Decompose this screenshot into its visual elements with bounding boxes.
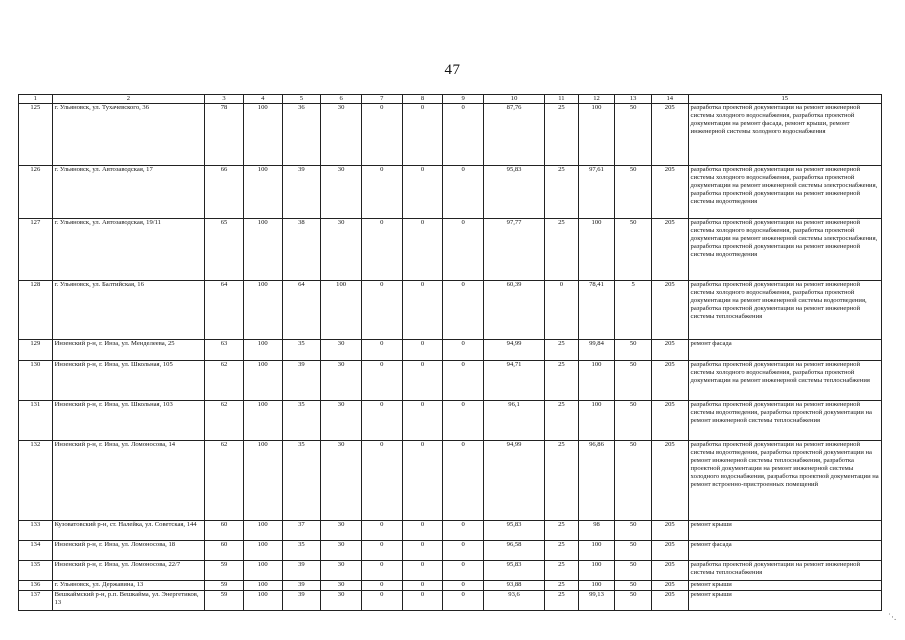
value-cell: 64 bbox=[282, 281, 321, 340]
address-cell: Инзенский р-н, г. Инза, ул. Ломоносова, 22/7 bbox=[52, 561, 205, 581]
value-cell: 37 bbox=[282, 521, 321, 541]
column-header: 10 bbox=[484, 95, 545, 104]
value-cell: 0 bbox=[545, 281, 579, 340]
work-description-cell: ремонт фасада bbox=[688, 340, 881, 361]
value-cell: 94,99 bbox=[484, 340, 545, 361]
value-cell: 0 bbox=[361, 219, 402, 281]
value-cell: 0 bbox=[443, 541, 484, 561]
value-cell: 0 bbox=[361, 361, 402, 401]
value-cell: 137 bbox=[19, 591, 53, 611]
value-cell: 129 bbox=[19, 340, 53, 361]
repair-table bbox=[18, 94, 882, 611]
value-cell: 100 bbox=[243, 521, 282, 541]
value-cell: 128 bbox=[19, 281, 53, 340]
value-cell: 100 bbox=[578, 401, 615, 441]
value-cell: 0 bbox=[443, 340, 484, 361]
value-cell: 96,58 bbox=[484, 541, 545, 561]
value-cell: 25 bbox=[545, 340, 579, 361]
value-cell: 25 bbox=[545, 561, 579, 581]
value-cell: 50 bbox=[615, 441, 652, 521]
value-cell: 136 bbox=[19, 581, 53, 591]
table-row bbox=[19, 166, 882, 219]
value-cell: 0 bbox=[443, 581, 484, 591]
value-cell: 205 bbox=[651, 104, 688, 166]
value-cell: 0 bbox=[402, 166, 443, 219]
value-cell: 30 bbox=[321, 340, 362, 361]
value-cell: 100 bbox=[243, 591, 282, 611]
value-cell: 205 bbox=[651, 581, 688, 591]
value-cell: 205 bbox=[651, 441, 688, 521]
work-description-cell: разработка проектной документации на ремонт инженерной системы холодного водоснабжения, разработка проектной документации на ремонт инженерной системы теплоснабжения bbox=[688, 361, 881, 401]
value-cell: 50 bbox=[615, 219, 652, 281]
table-row bbox=[19, 104, 882, 166]
value-cell: 100 bbox=[243, 104, 282, 166]
value-cell: 100 bbox=[243, 361, 282, 401]
value-cell: 25 bbox=[545, 361, 579, 401]
value-cell: 50 bbox=[615, 591, 652, 611]
value-cell: 0 bbox=[443, 281, 484, 340]
value-cell: 100 bbox=[578, 104, 615, 166]
value-cell: 205 bbox=[651, 166, 688, 219]
value-cell: 50 bbox=[615, 521, 652, 541]
value-cell: 35 bbox=[282, 541, 321, 561]
value-cell: 50 bbox=[615, 166, 652, 219]
column-header: 14 bbox=[651, 95, 688, 104]
value-cell: 63 bbox=[205, 340, 244, 361]
value-cell: 100 bbox=[243, 281, 282, 340]
value-cell: 0 bbox=[402, 401, 443, 441]
value-cell: 0 bbox=[402, 281, 443, 340]
value-cell: 59 bbox=[205, 581, 244, 591]
work-description-cell: разработка проектной документации на ремонт инженерной системы холодного водоснабжения, разработка проектной документации на ремонт инженерной системы водоотведения, разработка проектной документации на ремонт инженерной системы теплоснабжения bbox=[688, 281, 881, 340]
value-cell: 205 bbox=[651, 340, 688, 361]
value-cell: 205 bbox=[651, 541, 688, 561]
value-cell: 100 bbox=[578, 561, 615, 581]
value-cell: 0 bbox=[361, 166, 402, 219]
work-description-cell: ремонт крыши bbox=[688, 581, 881, 591]
value-cell: 50 bbox=[615, 401, 652, 441]
work-description-cell: ремонт фасада bbox=[688, 541, 881, 561]
value-cell: 205 bbox=[651, 401, 688, 441]
value-cell: 100 bbox=[243, 340, 282, 361]
column-header: 13 bbox=[615, 95, 652, 104]
value-cell: 132 bbox=[19, 441, 53, 521]
column-header: 5 bbox=[282, 95, 321, 104]
value-cell: 30 bbox=[321, 541, 362, 561]
column-header: 11 bbox=[545, 95, 579, 104]
address-cell: Инзенский р-н, г. Инза, ул. Школьная, 103 bbox=[52, 401, 205, 441]
value-cell: 133 bbox=[19, 521, 53, 541]
value-cell: 35 bbox=[282, 401, 321, 441]
table-row bbox=[19, 561, 882, 581]
value-cell: 66 bbox=[205, 166, 244, 219]
value-cell: 0 bbox=[402, 561, 443, 581]
value-cell: 39 bbox=[282, 361, 321, 401]
value-cell: 100 bbox=[578, 219, 615, 281]
column-header: 8 bbox=[402, 95, 443, 104]
address-cell: г. Ульяновск, ул. Тухачевского, 36 bbox=[52, 104, 205, 166]
value-cell: 125 bbox=[19, 104, 53, 166]
value-cell: 5 bbox=[615, 281, 652, 340]
value-cell: 100 bbox=[243, 219, 282, 281]
work-description-cell: разработка проектной документации на ремонт инженерной системы водоотведения, разработка проектной документации на ремонт инженерной системы теплоснабжения, разработка проектной документации на ремонт инженерной системы холодного водоснабжения, разработка проектной документации на ремонт встроенно-пристроенных помещений bbox=[688, 441, 881, 521]
value-cell: 60,39 bbox=[484, 281, 545, 340]
value-cell: 30 bbox=[321, 591, 362, 611]
value-cell: 100 bbox=[243, 581, 282, 591]
table-row bbox=[19, 521, 882, 541]
value-cell: 30 bbox=[321, 441, 362, 521]
value-cell: 64 bbox=[205, 281, 244, 340]
value-cell: 99,84 bbox=[578, 340, 615, 361]
value-cell: 30 bbox=[321, 521, 362, 541]
value-cell: 0 bbox=[443, 104, 484, 166]
value-cell: 30 bbox=[321, 219, 362, 281]
value-cell: 25 bbox=[545, 591, 579, 611]
value-cell: 0 bbox=[402, 219, 443, 281]
value-cell: 98 bbox=[578, 521, 615, 541]
work-description-cell: разработка проектной документации на ремонт инженерной системы теплоснабжения bbox=[688, 561, 881, 581]
value-cell: 127 bbox=[19, 219, 53, 281]
value-cell: 0 bbox=[402, 361, 443, 401]
value-cell: 94,99 bbox=[484, 441, 545, 521]
address-cell: г. Ульяновск, ул. Державина, 13 bbox=[52, 581, 205, 591]
value-cell: 62 bbox=[205, 441, 244, 521]
value-cell: 0 bbox=[402, 521, 443, 541]
value-cell: 39 bbox=[282, 561, 321, 581]
value-cell: 65 bbox=[205, 219, 244, 281]
column-header: 2 bbox=[52, 95, 205, 104]
address-cell: Инзенский р-н, г. Инза, ул. Ломоносова, 14 bbox=[52, 441, 205, 521]
column-header: 6 bbox=[321, 95, 362, 104]
value-cell: 30 bbox=[321, 166, 362, 219]
value-cell: 25 bbox=[545, 521, 579, 541]
value-cell: 62 bbox=[205, 361, 244, 401]
value-cell: 100 bbox=[243, 441, 282, 521]
value-cell: 0 bbox=[361, 581, 402, 591]
value-cell: 100 bbox=[243, 541, 282, 561]
value-cell: 0 bbox=[361, 521, 402, 541]
value-cell: 0 bbox=[443, 441, 484, 521]
value-cell: 0 bbox=[361, 561, 402, 581]
work-description-cell: разработка проектной документации на ремонт инженерной системы холодного водоснабжения, разработка проектной документации на ремонт инженерной системы электроснабжения, разработка проектной документации на ремонт инженерной системы водоотведения bbox=[688, 219, 881, 281]
table-row bbox=[19, 340, 882, 361]
value-cell: 50 bbox=[615, 340, 652, 361]
value-cell: 0 bbox=[402, 340, 443, 361]
address-cell: Инзенский р-н, г. Инза, ул. Менделеева, 25 bbox=[52, 340, 205, 361]
value-cell: 60 bbox=[205, 521, 244, 541]
value-cell: 30 bbox=[321, 104, 362, 166]
column-header: 7 bbox=[361, 95, 402, 104]
value-cell: 25 bbox=[545, 541, 579, 561]
value-cell: 30 bbox=[321, 581, 362, 591]
value-cell: 126 bbox=[19, 166, 53, 219]
value-cell: 35 bbox=[282, 441, 321, 521]
value-cell: 39 bbox=[282, 591, 321, 611]
value-cell: 30 bbox=[321, 361, 362, 401]
address-cell: Вешкаймский р-н, р.п. Вешкайма, ул. Энергетиков, 13 bbox=[52, 591, 205, 611]
value-cell: 94,71 bbox=[484, 361, 545, 401]
value-cell: 100 bbox=[321, 281, 362, 340]
value-cell: 0 bbox=[361, 104, 402, 166]
value-cell: 62 bbox=[205, 401, 244, 441]
value-cell: 205 bbox=[651, 361, 688, 401]
table-row bbox=[19, 401, 882, 441]
value-cell: 0 bbox=[443, 561, 484, 581]
value-cell: 78 bbox=[205, 104, 244, 166]
value-cell: 100 bbox=[243, 401, 282, 441]
column-header: 12 bbox=[578, 95, 615, 104]
column-header: 9 bbox=[443, 95, 484, 104]
value-cell: 59 bbox=[205, 591, 244, 611]
value-cell: 96,1 bbox=[484, 401, 545, 441]
value-cell: 39 bbox=[282, 581, 321, 591]
value-cell: 0 bbox=[402, 441, 443, 521]
value-cell: 205 bbox=[651, 591, 688, 611]
value-cell: 0 bbox=[402, 581, 443, 591]
value-cell: 35 bbox=[282, 340, 321, 361]
value-cell: 25 bbox=[545, 104, 579, 166]
value-cell: 0 bbox=[443, 166, 484, 219]
column-header: 4 bbox=[243, 95, 282, 104]
value-cell: 87,76 bbox=[484, 104, 545, 166]
value-cell: 100 bbox=[243, 561, 282, 581]
value-cell: 97,77 bbox=[484, 219, 545, 281]
work-description-cell: разработка проектной документации на ремонт инженерной системы водоотведения, разработка проектной документации на ремонт инженерной системы теплоснабжения bbox=[688, 401, 881, 441]
value-cell: 30 bbox=[321, 561, 362, 581]
value-cell: 0 bbox=[361, 401, 402, 441]
address-cell: Кузоватовский р-н, ст. Налейка, ул. Советская, 144 bbox=[52, 521, 205, 541]
table-row bbox=[19, 441, 882, 521]
address-cell: г. Ульяновск, ул. Автозаводская, 19/11 bbox=[52, 219, 205, 281]
value-cell: 205 bbox=[651, 561, 688, 581]
value-cell: 25 bbox=[545, 581, 579, 591]
address-cell: Инзенский р-н, г. Инза, ул. Школьная, 105 bbox=[52, 361, 205, 401]
table-row bbox=[19, 281, 882, 340]
value-cell: 0 bbox=[361, 591, 402, 611]
value-cell: 50 bbox=[615, 541, 652, 561]
value-cell: 50 bbox=[615, 104, 652, 166]
value-cell: 95,83 bbox=[484, 521, 545, 541]
value-cell: 0 bbox=[402, 591, 443, 611]
value-cell: 39 bbox=[282, 166, 321, 219]
value-cell: 96,86 bbox=[578, 441, 615, 521]
scan-mark: ˙·. bbox=[888, 612, 897, 622]
table-row bbox=[19, 581, 882, 591]
address-cell: г. Ульяновск, ул. Балтийская, 16 bbox=[52, 281, 205, 340]
value-cell: 25 bbox=[545, 401, 579, 441]
value-cell: 100 bbox=[578, 361, 615, 401]
table-row bbox=[19, 541, 882, 561]
value-cell: 60 bbox=[205, 541, 244, 561]
value-cell: 25 bbox=[545, 441, 579, 521]
value-cell: 78,41 bbox=[578, 281, 615, 340]
value-cell: 0 bbox=[443, 521, 484, 541]
column-header: 15 bbox=[688, 95, 881, 104]
value-cell: 0 bbox=[443, 361, 484, 401]
address-cell: г. Ульяновск, ул. Автозаводская, 17 bbox=[52, 166, 205, 219]
value-cell: 50 bbox=[615, 361, 652, 401]
table-row bbox=[19, 361, 882, 401]
value-cell: 134 bbox=[19, 541, 53, 561]
value-cell: 130 bbox=[19, 361, 53, 401]
value-cell: 100 bbox=[578, 581, 615, 591]
work-description-cell: разработка проектной документации на ремонт инженерной системы холодного водоснабжения, разработка проектной документации на ремонт инженерной системы электроснабжения, разработка проектной документации на ремонт инженерной системы водоотведения bbox=[688, 166, 881, 219]
work-description-cell: ремонт крыши bbox=[688, 591, 881, 611]
column-header: 3 bbox=[205, 95, 244, 104]
table-row bbox=[19, 219, 882, 281]
value-cell: 36 bbox=[282, 104, 321, 166]
value-cell: 0 bbox=[402, 104, 443, 166]
value-cell: 205 bbox=[651, 521, 688, 541]
table-header-row bbox=[19, 95, 882, 104]
value-cell: 30 bbox=[321, 401, 362, 441]
value-cell: 0 bbox=[361, 340, 402, 361]
value-cell: 59 bbox=[205, 561, 244, 581]
value-cell: 135 bbox=[19, 561, 53, 581]
value-cell: 0 bbox=[361, 281, 402, 340]
value-cell: 0 bbox=[402, 541, 443, 561]
value-cell: 205 bbox=[651, 281, 688, 340]
value-cell: 97,61 bbox=[578, 166, 615, 219]
address-cell: Инзенский р-н, г. Инза, ул. Ломоносова, 18 bbox=[52, 541, 205, 561]
value-cell: 0 bbox=[443, 219, 484, 281]
value-cell: 50 bbox=[615, 581, 652, 591]
value-cell: 25 bbox=[545, 219, 579, 281]
work-description-cell: разработка проектной документации на ремонт инженерной системы холодного водоснабжения, разработка проектной документации на ремонт фасада, ремонт крыши, ремонт инженерной системы холодного водоснабжения bbox=[688, 104, 881, 166]
value-cell: 50 bbox=[615, 561, 652, 581]
value-cell: 0 bbox=[443, 401, 484, 441]
value-cell: 93,6 bbox=[484, 591, 545, 611]
value-cell: 38 bbox=[282, 219, 321, 281]
value-cell: 0 bbox=[361, 541, 402, 561]
table-row bbox=[19, 591, 882, 611]
value-cell: 100 bbox=[243, 166, 282, 219]
value-cell: 100 bbox=[578, 541, 615, 561]
column-header: 1 bbox=[19, 95, 53, 104]
value-cell: 95,83 bbox=[484, 561, 545, 581]
value-cell: 205 bbox=[651, 219, 688, 281]
value-cell: 0 bbox=[361, 441, 402, 521]
page-number: 47 bbox=[444, 62, 461, 78]
value-cell: 131 bbox=[19, 401, 53, 441]
work-description-cell: ремонт крыши bbox=[688, 521, 881, 541]
value-cell: 93,88 bbox=[484, 581, 545, 591]
value-cell: 25 bbox=[545, 166, 579, 219]
value-cell: 95,83 bbox=[484, 166, 545, 219]
value-cell: 99,13 bbox=[578, 591, 615, 611]
value-cell: 0 bbox=[443, 591, 484, 611]
